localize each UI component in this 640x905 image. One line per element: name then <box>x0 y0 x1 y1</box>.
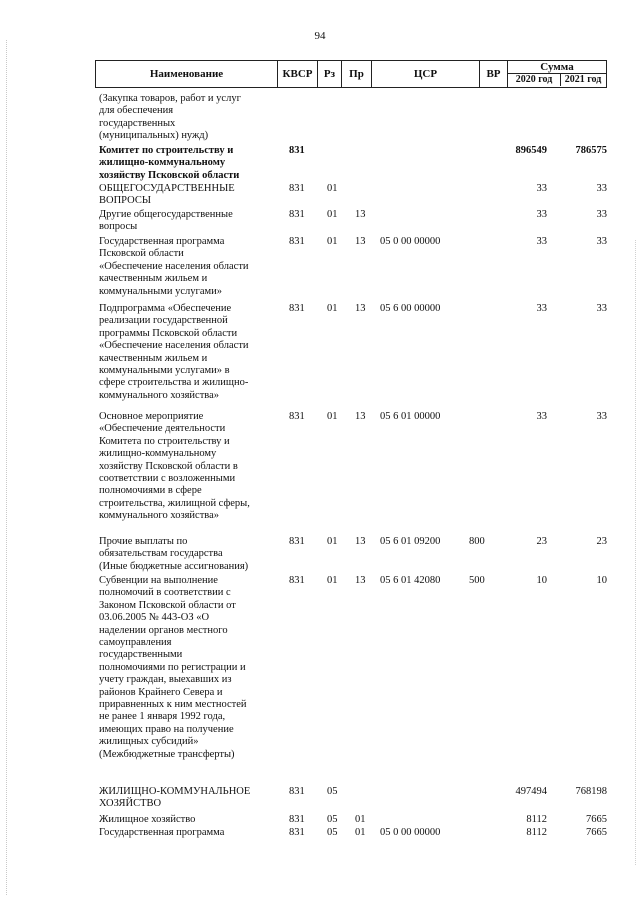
row-vr: 800 <box>469 536 485 547</box>
row-name-line: ХОЗЯЙСТВО <box>99 798 162 810</box>
row-name-line: коммунального хозяйства» <box>99 389 220 401</box>
row-amount-2021: 33 <box>596 209 607 220</box>
row-name-line: хозяйству Псковской области в <box>99 460 238 472</box>
row-csr: 05 6 01 09200 <box>380 536 441 547</box>
row-name-line: ЖИЛИЩНО-КОММУНАЛЬНОЕ <box>99 786 251 797</box>
row-name-line: имеющих право на получение <box>99 723 234 735</box>
row-amount-2020: 33 <box>536 303 547 314</box>
header-year-2020: 2020 год <box>508 74 561 86</box>
row-kvsr: 831 <box>289 303 305 314</box>
row-vr: 500 <box>469 575 485 586</box>
row-pr: 13 <box>355 209 366 220</box>
row-name <box>99 303 279 402</box>
row-name-line: коммунальными услугами» <box>99 285 223 297</box>
row-name-line: полномочиями по регистрации и <box>99 661 246 673</box>
row-name-line: качественным жильем и <box>99 352 208 364</box>
row-amount-2020: 896549 <box>515 145 547 156</box>
row-name-line: хозяйству Псковской области <box>99 169 240 181</box>
row-kvsr: 831 <box>289 575 305 586</box>
row-name-line: государственных <box>99 117 176 129</box>
row-amount-2020: 10 <box>536 575 547 586</box>
row-name-line: приравненных к ним местностей <box>99 699 247 711</box>
row-rz: 05 <box>327 814 338 825</box>
row-amount-2021: 768198 <box>575 786 607 797</box>
row-csr: 05 6 01 42080 <box>380 575 441 586</box>
row-kvsr: 831 <box>289 786 305 797</box>
row-pr: 01 <box>355 814 366 825</box>
row-name-line: Прочие выплаты по <box>99 536 188 547</box>
row-name-line: коммунального хозяйства» <box>99 510 220 522</box>
row-kvsr: 831 <box>289 814 305 825</box>
row-amount-2021: 786575 <box>575 145 607 156</box>
row-amount-2020: 33 <box>536 411 547 422</box>
header-kvsr: КВСР <box>278 61 318 87</box>
row-name-line: (муниципальных) нужд) <box>99 130 209 142</box>
header-name: Наименование <box>96 61 278 87</box>
row-csr: 05 0 00 00000 <box>380 827 441 838</box>
row-name-line: государственными <box>99 649 183 661</box>
page-number: 94 <box>314 30 326 42</box>
row-name-line: реализации государственной <box>99 315 228 327</box>
row-name <box>99 536 279 573</box>
row-amount-2020: 8112 <box>526 814 547 825</box>
row-name-line: (Закупка товаров, работ и услуг <box>99 93 241 104</box>
row-kvsr: 831 <box>289 145 305 156</box>
row-name-line: жилищных субсидий» <box>99 736 199 748</box>
row-amount-2021: 33 <box>596 183 607 194</box>
row-name <box>99 93 279 143</box>
row-amount-2020: 8112 <box>526 827 547 838</box>
row-name <box>99 827 279 839</box>
row-name-line: строительства, жилищной сферы, <box>99 497 250 509</box>
row-kvsr: 831 <box>289 536 305 547</box>
row-rz: 01 <box>327 575 338 586</box>
row-rz: 01 <box>327 411 338 422</box>
row-name <box>99 209 279 234</box>
row-name-line: районов Крайнего Севера и <box>99 686 223 698</box>
row-name-line: 03.06.2005 № 443-ОЗ «О <box>99 612 210 624</box>
row-csr: 05 6 01 00000 <box>380 411 441 422</box>
row-name-line: не ранее 1 января 1992 года, <box>99 711 226 723</box>
row-name-line: наделении органов местного <box>99 624 228 636</box>
row-name-line: (Иные бюджетные ассигнования) <box>99 560 249 572</box>
row-rz: 05 <box>327 786 338 797</box>
row-name-line: обязательствам государства <box>99 548 223 560</box>
row-name-line: Жилищное хозяйство <box>99 814 196 825</box>
row-kvsr: 831 <box>289 236 305 247</box>
row-amount-2020: 33 <box>536 209 547 220</box>
header-pr: Пр <box>342 61 372 87</box>
row-name-line: Субвенции на выполнение <box>99 575 218 586</box>
row-pr: 13 <box>355 303 366 314</box>
row-amount-2021: 23 <box>596 536 607 547</box>
header-rz: Рз <box>318 61 342 87</box>
row-name-line: Государственная программа <box>99 827 225 838</box>
row-pr: 01 <box>355 827 366 838</box>
row-name-line: Основное мероприятие <box>99 411 204 422</box>
header-vr: ВР <box>480 61 508 87</box>
row-amount-2021: 7665 <box>586 827 607 838</box>
row-amount-2021: 7665 <box>586 814 607 825</box>
row-pr: 13 <box>355 411 366 422</box>
row-name-line: Государственная программа <box>99 236 225 247</box>
row-rz: 01 <box>327 236 338 247</box>
row-amount-2021: 10 <box>596 575 607 586</box>
row-name-line: «Обеспечение населения области <box>99 340 249 352</box>
row-name-line: вопросы <box>99 221 138 233</box>
row-name-line: «Обеспечение населения области <box>99 260 249 272</box>
header-year-2021: 2021 год <box>564 74 602 85</box>
row-rz: 01 <box>327 536 338 547</box>
row-name <box>99 145 279 182</box>
row-name-line: сфере строительства и жилищно- <box>99 377 249 389</box>
row-name-line: самоуправления <box>99 637 172 649</box>
row-name-line: программы Псковской области <box>99 327 238 339</box>
row-pr: 13 <box>355 536 366 547</box>
row-amount-2020: 33 <box>536 183 547 194</box>
row-name <box>99 814 279 826</box>
row-name-line: Законом Псковской области от <box>99 599 236 611</box>
row-name-line: ВОПРОСЫ <box>99 195 152 207</box>
row-name-line: Псковской области <box>99 248 184 260</box>
row-kvsr: 831 <box>289 209 305 220</box>
header-csr: ЦСР <box>372 61 480 87</box>
row-name <box>99 411 279 523</box>
row-pr: 13 <box>355 575 366 586</box>
row-amount-2021: 33 <box>596 303 607 314</box>
row-amount-2020: 497494 <box>515 786 547 797</box>
row-amount-2021: 33 <box>596 236 607 247</box>
row-kvsr: 831 <box>289 183 305 194</box>
header-sum: Сумма <box>508 62 606 74</box>
row-name <box>99 575 279 761</box>
row-name-line: ОБЩЕГОСУДАРСТВЕННЫЕ <box>99 183 235 194</box>
row-rz: 05 <box>327 827 338 838</box>
row-name-line: учету граждан, выехавших из <box>99 674 232 686</box>
row-name-line: Подпрограмма «Обеспечение <box>99 303 232 314</box>
row-name <box>99 236 279 298</box>
row-amount-2021: 33 <box>596 411 607 422</box>
row-csr: 05 6 00 00000 <box>380 303 441 314</box>
row-name-line: Комитета по строительству и <box>99 435 230 447</box>
row-name-line: полномочий в соответствии с <box>99 587 231 599</box>
row-csr: 05 0 00 00000 <box>380 236 441 247</box>
row-name-line: Комитет по строительству и <box>99 145 234 156</box>
row-name-line: Другие общегосударственные <box>99 209 233 220</box>
row-pr: 13 <box>355 236 366 247</box>
row-name-line: качественным жильем и <box>99 273 208 285</box>
row-name-line: жилищно-коммунальному <box>99 448 217 460</box>
row-name <box>99 786 279 811</box>
row-kvsr: 831 <box>289 827 305 838</box>
row-amount-2020: 33 <box>536 236 547 247</box>
row-amount-2020: 23 <box>536 536 547 547</box>
row-name-line: «Обеспечение деятельности <box>99 423 226 435</box>
row-name-line: жилищно-коммунальному <box>99 157 226 169</box>
row-rz: 01 <box>327 183 338 194</box>
row-name-line: полномочиями в сфере <box>99 485 202 497</box>
row-name-line: коммунальными услугами» в <box>99 365 230 377</box>
row-name-line: для обеспечения <box>99 105 174 117</box>
row-name-line: (Межбюджетные трансферты) <box>99 748 235 760</box>
row-rz: 01 <box>327 209 338 220</box>
row-rz: 01 <box>327 303 338 314</box>
row-name-line: соответствии с возложенными <box>99 473 236 485</box>
row-name <box>99 183 279 208</box>
row-kvsr: 831 <box>289 411 305 422</box>
